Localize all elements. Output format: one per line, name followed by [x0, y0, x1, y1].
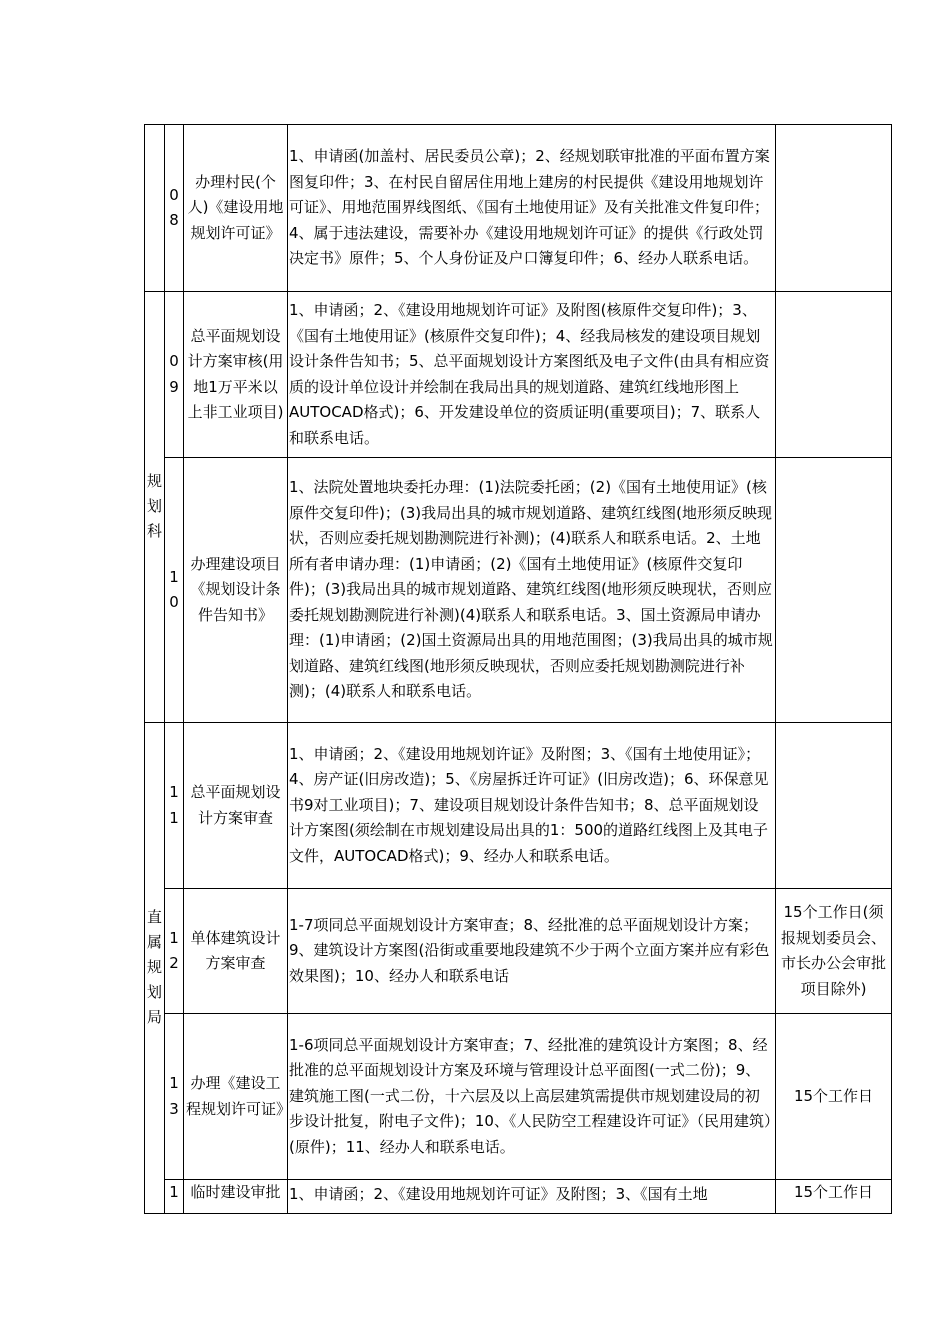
item-number: 12 [165, 889, 184, 1014]
item-name: 办理村民(个人)《建设用地规划许可证》 [184, 125, 288, 292]
item-materials: 1、申请函；2、《建设用地规划许可证》及附图(核原件交复印件)；3、《国有土地使用证》(核原件交复印件)；4、经我局核发的建设项目规划设计条件告知书；5、总平面规划设计方案图纸及电子文件(由具有相应资质的设计单位设计并绘制在我局出具的规划道路、建筑红线地形图上AUTOCAD格式)；6、开发建设单位的资质证明(重要项目)；7、联系人和联系电话。 [288, 292, 776, 458]
item-number: 1 [165, 1180, 184, 1214]
service-table [144, 124, 892, 1214]
item-time [776, 458, 892, 723]
item-number: 11 [165, 723, 184, 889]
item-time [776, 292, 892, 458]
table-row [145, 1180, 892, 1214]
table-row [145, 458, 892, 723]
item-name: 临时建设审批 [184, 1180, 288, 1214]
item-name: 办理建设项目《规划设计条件告知书》 [184, 458, 288, 723]
table-row [145, 1014, 892, 1180]
item-materials: 1、法院处置地块委托办理：(1)法院委托函；(2)《国有土地使用证》(核原件交复印件)；(3)我局出具的城市规划道路、建筑红线图(地形须反映现状，否则应委托规划勘测院进行补测)；(4)联系人和联系电话。2、土地所有者申请办理：(1)申请函；(2)《国有土地使用证》(核原件交复印件)；(3)我局出具的城市规划道路、建筑红线图(地形须反映现状，否则应委托规划勘测院进行补测)(4)联系人和联系电话。3、国土资源局申请办理：(1)申请函；(2)国土资源局出具的用地范围图；(3)我局出具的城市规划道路、建筑红线图(地形须反映现状，否则应委托规划勘测院进行补测)；(4)联系人和联系电话。 [288, 458, 776, 723]
item-number: 09 [165, 292, 184, 458]
item-time: 15个工作日 [776, 1014, 892, 1180]
item-materials: 1、申请函(加盖村、居民委员公章)；2、经规划联审批准的平面布置方案图复印件；3、在村民自留居住用地上建房的村民提供《建设用地规划许可证》、用地范围界线图纸、《国有土地使用证》及有关批准文件复印件；4、属于违法建设，需要补办《建设用地规划许可证》的提供《行政处罚决定书》原件；5、个人身份证及户口簿复印件；6、经办人联系电话。 [288, 125, 776, 292]
item-name: 办理《建设工程规划许可证》 [184, 1014, 288, 1180]
table-row [145, 889, 892, 1014]
table-row [145, 292, 892, 458]
item-name: 单体建筑设计方案审查 [184, 889, 288, 1014]
item-time [776, 125, 892, 292]
item-number: 13 [165, 1014, 184, 1180]
item-time: 15个工作日 [776, 1180, 892, 1214]
dept-cell-empty [145, 125, 165, 292]
item-time [776, 723, 892, 889]
item-name: 总平面规划设计方案审查 [184, 723, 288, 889]
item-materials: 1-6项同总平面规划设计方案审查；7、经批准的建筑设计方案图；8、经批准的总平面规划设计方案及环境与管理设计总平面图(一式二份)；9、建筑施工图(一式二份，十六层及以上高层建筑需提供市规划建设局的初步设计批复，附电子文件)；10、《人民防空工程建设许可证》（民用建筑）(原件)；11、经办人和联系电话。 [288, 1014, 776, 1180]
dept-direct: 直属规划局 [145, 723, 165, 1214]
item-materials: 1-7项同总平面规划设计方案审查；8、经批准的总平面规划设计方案；9、建筑设计方案图(沿街或重要地段建筑不少于两个立面方案并应有彩色效果图)；10、经办人和联系电话 [288, 889, 776, 1014]
item-number: 08 [165, 125, 184, 292]
table-row [145, 125, 892, 292]
item-materials: 1、申请函；2、《建设用地规划许可证》及附图；3、《国有土地 [288, 1180, 776, 1214]
item-time: 15个工作日(须报规划委员会、市长办公会审批项目除外) [776, 889, 892, 1014]
table-row [145, 723, 892, 889]
item-number: 10 [165, 458, 184, 723]
dept-planning: 规划科 [145, 292, 165, 723]
item-name: 总平面规划设计方案审核(用地1万平米以上非工业项目) [184, 292, 288, 458]
item-materials: 1、申请函；2、《建设用地规划许证》及附图；3、《国有土地使用证》；4、房产证(旧房改造)；5、《房屋拆迁许可证》(旧房改造)；6、环保意见书9对工业项目)；7、建设项目规划设计条件告知书；8、总平面规划设计方案图(须绘制在市规划建设局出具的1：500的道路红线图上及其电子文件，AUTOCAD格式)；9、经办人和联系电话。 [288, 723, 776, 889]
